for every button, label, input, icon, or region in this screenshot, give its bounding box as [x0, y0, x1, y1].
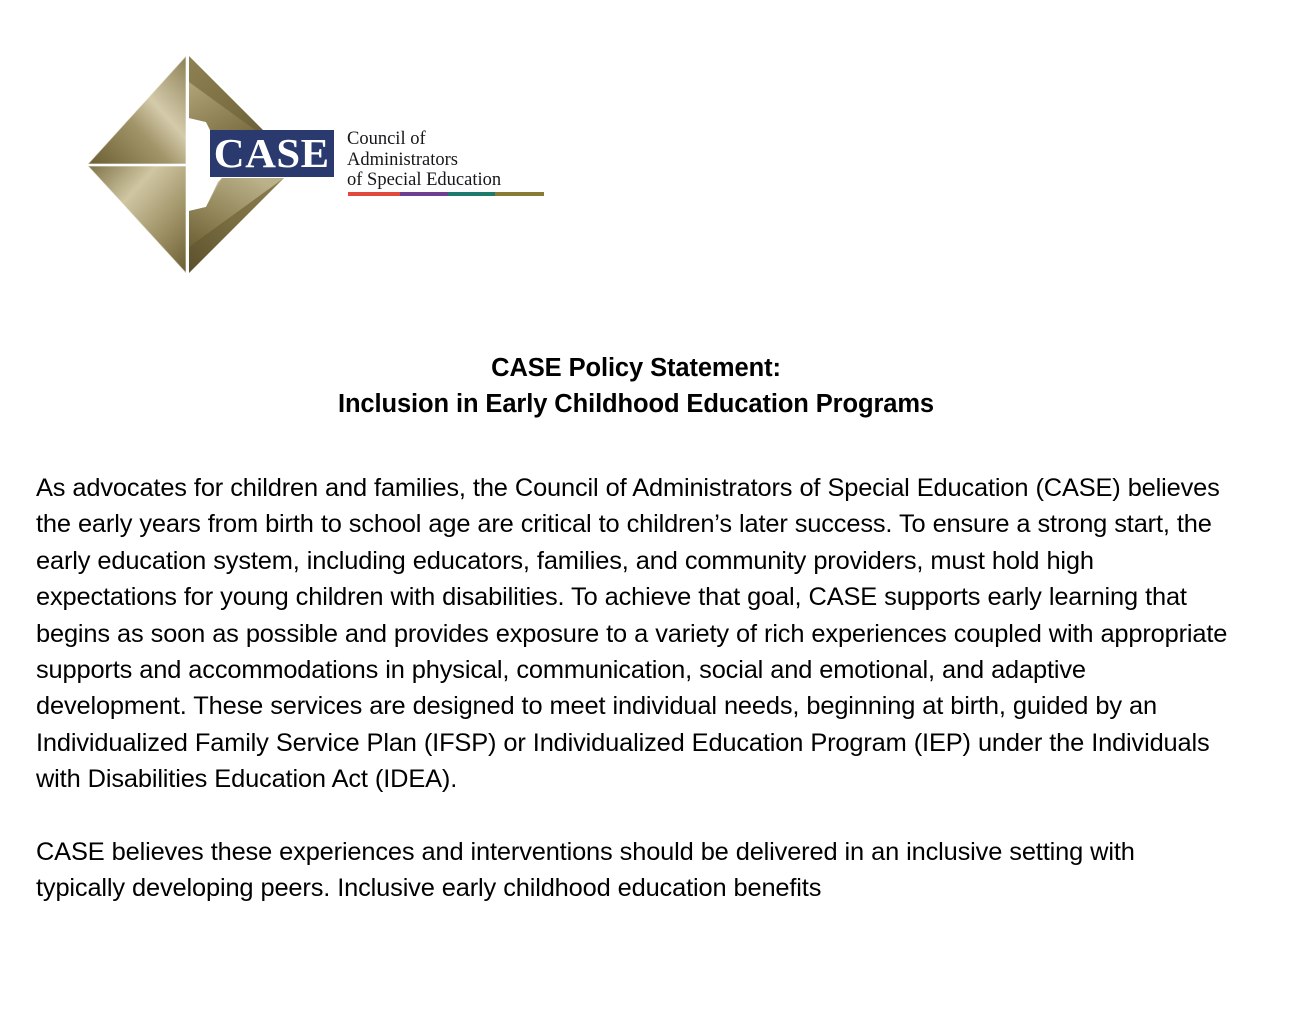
case-tagline [347, 129, 501, 191]
case-wordmark [210, 130, 558, 212]
page-title [36, 350, 1236, 422]
rule-segment-purple [400, 192, 449, 196]
document-body [36, 470, 1228, 907]
rule-segment-olive [495, 192, 544, 196]
case-tagline-line-3: of Special Education [347, 170, 502, 190]
case-acronym-box [210, 130, 334, 177]
body-paragraph: As advocates for children and families, the Council of Administrators of Special Education (CASE) believes the early years from birth to school age are critical to children’s later success. To ensure a strong start, the early education system, including educators, families, and community providers, must hold high expectations for young children with disabilities. To achieve that goal, CASE supports early learning that begins as soon as possible and provides exposure to a variety of rich experiences coupled with appropriate supports and accommodations in physical, communication, social and emotional, and adaptive development. These services are designed to meet individual needs, beginning at birth, guided by an Individualized Family Service Plan (IFSP) or Individualized Education Program (IEP) under the Individuals with Disabilities Education Act (IDEA). [36, 474, 1228, 794]
body-paragraph: CASE believes these experiences and interventions should be delivered in an inclusive setting with typically developing peers. Inclusive early childhood education benefits [36, 838, 1135, 903]
page-title-line-2: Inclusion in Early Childhood Education Programs [337, 390, 935, 418]
case-logo [86, 52, 556, 277]
rule-segment-teal [448, 192, 495, 196]
case-acronym-text: CASE [214, 130, 330, 176]
case-tagline-line-1: Council of [347, 129, 426, 149]
rule-segment-red [348, 192, 400, 196]
page-title-line-1: CASE Policy Statement: [491, 354, 781, 382]
case-tagline-line-2: Administrators [347, 149, 458, 170]
case-tagline-rule [348, 192, 544, 196]
